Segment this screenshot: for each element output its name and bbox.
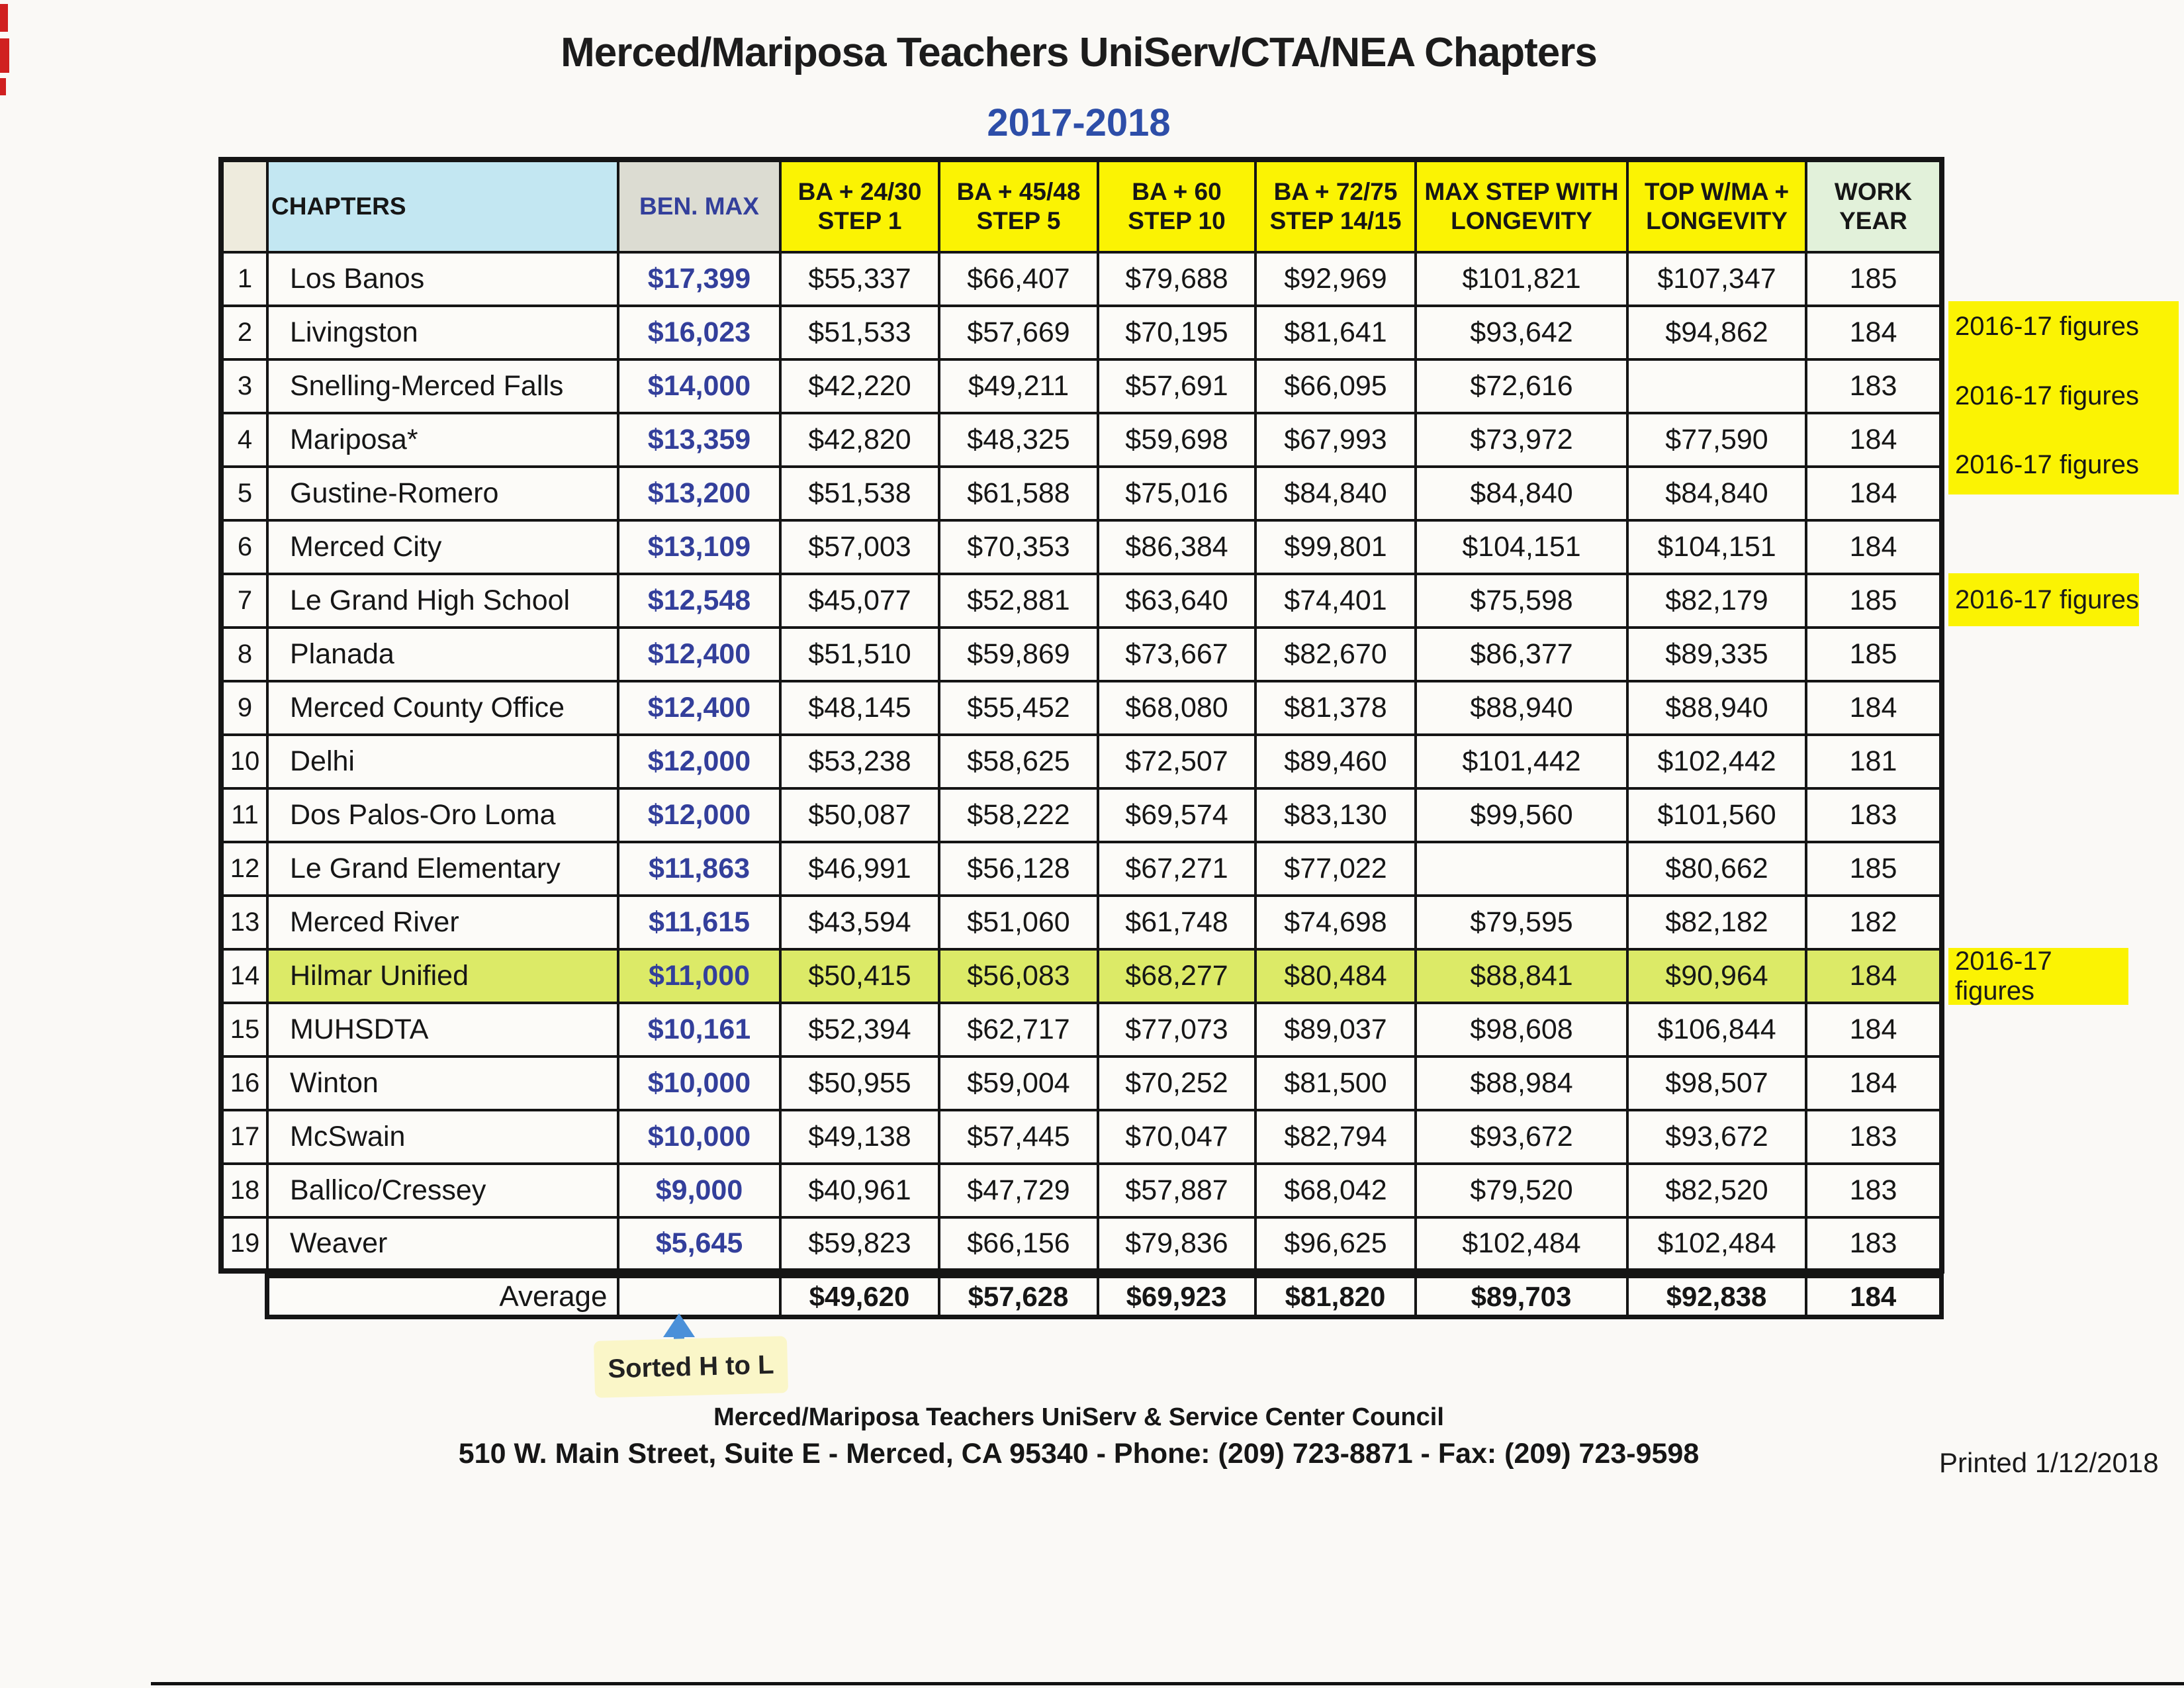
- step5-value: $57,445: [939, 1110, 1098, 1164]
- step1-value: $50,087: [780, 788, 939, 842]
- step14-value: $92,969: [1255, 252, 1416, 306]
- header-ben-max: BEN. MAX: [618, 160, 780, 252]
- row-number: 3: [221, 359, 267, 413]
- step10-value: $79,688: [1098, 252, 1255, 306]
- row-number: 5: [221, 467, 267, 520]
- chapter-name: Delhi: [267, 735, 618, 788]
- row-number: 16: [221, 1056, 267, 1110]
- step1-value: $43,594: [780, 896, 939, 949]
- step1-value: $49,138: [780, 1110, 939, 1164]
- header-ba72-step14: BA + 72/75 STEP 14/15: [1255, 160, 1416, 252]
- max-step-value: $79,520: [1416, 1164, 1627, 1217]
- ben-max-value: $10,161: [618, 1003, 780, 1056]
- max-step-value: $88,841: [1416, 949, 1627, 1003]
- step14-value: $83,130: [1255, 788, 1416, 842]
- ben-max-value: $12,548: [618, 574, 780, 628]
- average-step14: $81,820: [1255, 1276, 1416, 1317]
- average-label: Average: [267, 1276, 618, 1317]
- note-text: 2016-17 figures: [1955, 450, 2139, 479]
- scan-artifact-red-mark: [0, 38, 9, 73]
- max-step-value: $72,616: [1416, 359, 1627, 413]
- step14-value: $81,500: [1255, 1056, 1416, 1110]
- chapter-name: Mariposa*: [267, 413, 618, 467]
- step10-value: $73,667: [1098, 628, 1255, 681]
- ben-max-value: $12,000: [618, 735, 780, 788]
- step14-value: $81,641: [1255, 306, 1416, 359]
- step5-value: $66,156: [939, 1217, 1098, 1271]
- note-2016-17-row-14: 2016-17 figures: [1948, 948, 2128, 1005]
- chapter-name: Hilmar Unified: [267, 949, 618, 1003]
- ben-max-value: $11,000: [618, 949, 780, 1003]
- note-text: 2016-17 figures: [1955, 312, 2139, 341]
- step14-value: $81,378: [1255, 681, 1416, 735]
- step14-value: $74,698: [1255, 896, 1416, 949]
- sorted-note: Sorted H to L: [594, 1336, 788, 1398]
- step1-value: $40,961: [780, 1164, 939, 1217]
- row-number: 9: [221, 681, 267, 735]
- step14-value: $82,670: [1255, 628, 1416, 681]
- top-wma-value: $90,964: [1627, 949, 1806, 1003]
- footer-organization: Merced/Mariposa Teachers UniServ & Service Center Council: [713, 1403, 1444, 1431]
- table-row: [221, 896, 1942, 949]
- table-row: [221, 735, 1942, 788]
- table-row: [221, 842, 1942, 896]
- step5-value: $56,083: [939, 949, 1098, 1003]
- row-number: 7: [221, 574, 267, 628]
- row-number: 1: [221, 252, 267, 306]
- step14-value: $99,801: [1255, 520, 1416, 574]
- chapter-name: Ballico/Cressey: [267, 1164, 618, 1217]
- work-year-value: 183: [1806, 788, 1942, 842]
- max-step-value: $101,442: [1416, 735, 1627, 788]
- step10-value: $70,252: [1098, 1056, 1255, 1110]
- step5-value: $59,869: [939, 628, 1098, 681]
- average-ben-max: [618, 1276, 780, 1317]
- ben-max-value: $11,863: [618, 842, 780, 896]
- step14-value: $82,794: [1255, 1110, 1416, 1164]
- top-wma-value: $80,662: [1627, 842, 1806, 896]
- note-text: 2016-17 figures: [1955, 381, 2139, 410]
- top-wma-value: [1627, 359, 1806, 413]
- chapter-name: Dos Palos-Oro Loma: [267, 788, 618, 842]
- step10-value: $68,080: [1098, 681, 1255, 735]
- average-row-table: [265, 1274, 1944, 1319]
- step5-value: $58,625: [939, 735, 1098, 788]
- top-wma-value: $84,840: [1627, 467, 1806, 520]
- table-row: [221, 520, 1942, 574]
- max-step-value: $88,940: [1416, 681, 1627, 735]
- step14-value: $96,625: [1255, 1217, 1416, 1271]
- work-year-value: 184: [1806, 681, 1942, 735]
- table-row: [221, 1217, 1942, 1271]
- work-year-value: 185: [1806, 628, 1942, 681]
- step5-value: $62,717: [939, 1003, 1098, 1056]
- max-step-value: $75,598: [1416, 574, 1627, 628]
- step10-value: $61,748: [1098, 896, 1255, 949]
- top-wma-value: $102,442: [1627, 735, 1806, 788]
- max-step-value: $88,984: [1416, 1056, 1627, 1110]
- max-step-value: $98,608: [1416, 1003, 1627, 1056]
- max-step-value: $73,972: [1416, 413, 1627, 467]
- chapter-name: Gustine-Romero: [267, 467, 618, 520]
- step1-value: $50,415: [780, 949, 939, 1003]
- top-wma-value: $98,507: [1627, 1056, 1806, 1110]
- chapter-name: Merced County Office: [267, 681, 618, 735]
- step10-value: $70,195: [1098, 306, 1255, 359]
- top-wma-value: $104,151: [1627, 520, 1806, 574]
- work-year-value: 183: [1806, 1217, 1942, 1271]
- table-row: [221, 788, 1942, 842]
- max-step-value: $101,821: [1416, 252, 1627, 306]
- table-row: [221, 949, 1942, 1003]
- table-row: [221, 1056, 1942, 1110]
- chapter-name: Planada: [267, 628, 618, 681]
- chapter-name: Le Grand High School: [267, 574, 618, 628]
- salary-table: [218, 157, 1944, 1274]
- step14-value: $74,401: [1255, 574, 1416, 628]
- top-wma-value: $94,862: [1627, 306, 1806, 359]
- max-step-value: $93,642: [1416, 306, 1627, 359]
- work-year-value: 184: [1806, 1056, 1942, 1110]
- step14-value: $89,037: [1255, 1003, 1416, 1056]
- average-step1: $49,620: [780, 1276, 939, 1317]
- average-row: [267, 1276, 1942, 1317]
- step1-value: $45,077: [780, 574, 939, 628]
- header-row: [221, 160, 1942, 252]
- chapter-name: MUHSDTA: [267, 1003, 618, 1056]
- ben-max-value: $13,359: [618, 413, 780, 467]
- ben-max-value: $14,000: [618, 359, 780, 413]
- top-wma-value: $77,590: [1627, 413, 1806, 467]
- page-title: Merced/Mariposa Teachers UniServ/CTA/NEA Chapters: [561, 30, 1597, 75]
- ben-max-value: $12,400: [618, 628, 780, 681]
- note-2016-17-row-7: 2016-17 figures: [1948, 573, 2139, 626]
- top-wma-value: $89,335: [1627, 628, 1806, 681]
- work-year-value: 184: [1806, 520, 1942, 574]
- top-wma-value: $102,484: [1627, 1217, 1806, 1271]
- note-2016-17-rows-2-4: [1948, 301, 2179, 494]
- step10-value: $63,640: [1098, 574, 1255, 628]
- step10-value: $70,047: [1098, 1110, 1255, 1164]
- step1-value: $51,538: [780, 467, 939, 520]
- step14-value: $89,460: [1255, 735, 1416, 788]
- chapter-name: Snelling-Merced Falls: [267, 359, 618, 413]
- table-row: [221, 681, 1942, 735]
- average-top-wma: $92,838: [1627, 1276, 1806, 1317]
- step5-value: $51,060: [939, 896, 1098, 949]
- max-step-value: $79,595: [1416, 896, 1627, 949]
- work-year-value: 183: [1806, 359, 1942, 413]
- table-row: [221, 359, 1942, 413]
- table-row: [221, 1164, 1942, 1217]
- table-row: [221, 467, 1942, 520]
- header-row-number: [221, 160, 267, 252]
- table-row: [221, 574, 1942, 628]
- chapter-name: Los Banos: [267, 252, 618, 306]
- row-number: 10: [221, 735, 267, 788]
- work-year-value: 184: [1806, 1003, 1942, 1056]
- ben-max-value: $9,000: [618, 1164, 780, 1217]
- work-year-value: 183: [1806, 1110, 1942, 1164]
- row-number: 2: [221, 306, 267, 359]
- table-row: [221, 252, 1942, 306]
- ben-max-value: $12,000: [618, 788, 780, 842]
- table-row: [221, 1003, 1942, 1056]
- step5-value: $52,881: [939, 574, 1098, 628]
- step10-value: $86,384: [1098, 520, 1255, 574]
- step5-value: $56,128: [939, 842, 1098, 896]
- scan-artifact-red-mark: [0, 4, 8, 32]
- step10-value: $59,698: [1098, 413, 1255, 467]
- top-wma-value: $82,179: [1627, 574, 1806, 628]
- table-row: [221, 413, 1942, 467]
- step10-value: $79,836: [1098, 1217, 1255, 1271]
- work-year-value: 181: [1806, 735, 1942, 788]
- step1-value: $42,820: [780, 413, 939, 467]
- step1-value: $55,337: [780, 252, 939, 306]
- top-wma-value: $101,560: [1627, 788, 1806, 842]
- row-number: 6: [221, 520, 267, 574]
- work-year-value: 183: [1806, 1164, 1942, 1217]
- ben-max-value: $16,023: [618, 306, 780, 359]
- step1-value: $48,145: [780, 681, 939, 735]
- step1-value: $46,991: [780, 842, 939, 896]
- step1-value: $51,533: [780, 306, 939, 359]
- header-top-wma-longevity: TOP W/MA + LONGEVITY: [1627, 160, 1806, 252]
- row-number: 15: [221, 1003, 267, 1056]
- work-year-value: 182: [1806, 896, 1942, 949]
- row-number: 13: [221, 896, 267, 949]
- salary-table-wrap: [218, 157, 1952, 1319]
- ben-max-value: $11,615: [618, 896, 780, 949]
- step5-value: $58,222: [939, 788, 1098, 842]
- step14-value: $67,993: [1255, 413, 1416, 467]
- header-ba60-step10: BA + 60 STEP 10: [1098, 160, 1255, 252]
- max-step-value: $99,560: [1416, 788, 1627, 842]
- chapter-name: Winton: [267, 1056, 618, 1110]
- max-step-value: $86,377: [1416, 628, 1627, 681]
- work-year-value: 184: [1806, 413, 1942, 467]
- step10-value: $72,507: [1098, 735, 1255, 788]
- step1-value: $42,220: [780, 359, 939, 413]
- scan-artifact-red-mark: [0, 78, 6, 95]
- step1-value: $59,823: [780, 1217, 939, 1271]
- work-year-value: 184: [1806, 306, 1942, 359]
- step5-value: $61,588: [939, 467, 1098, 520]
- step10-value: $77,073: [1098, 1003, 1255, 1056]
- row-number: 19: [221, 1217, 267, 1271]
- step10-value: $69,574: [1098, 788, 1255, 842]
- top-wma-value: $106,844: [1627, 1003, 1806, 1056]
- header-work-year: WORK YEAR: [1806, 160, 1942, 252]
- top-wma-value: $107,347: [1627, 252, 1806, 306]
- chapter-name: Merced City: [267, 520, 618, 574]
- ben-max-value: $10,000: [618, 1056, 780, 1110]
- step1-value: $51,510: [780, 628, 939, 681]
- step1-value: $50,955: [780, 1056, 939, 1110]
- average-max-step: $89,703: [1416, 1276, 1627, 1317]
- chapter-name: Weaver: [267, 1217, 618, 1271]
- row-number: 17: [221, 1110, 267, 1164]
- ben-max-value: $12,400: [618, 681, 780, 735]
- work-year-value: 184: [1806, 467, 1942, 520]
- step1-value: $52,394: [780, 1003, 939, 1056]
- step1-value: $57,003: [780, 520, 939, 574]
- chapter-name: McSwain: [267, 1110, 618, 1164]
- top-wma-value: $88,940: [1627, 681, 1806, 735]
- step10-value: $68,277: [1098, 949, 1255, 1003]
- step5-value: $55,452: [939, 681, 1098, 735]
- step5-value: $66,407: [939, 252, 1098, 306]
- ben-max-value: $10,000: [618, 1110, 780, 1164]
- footer-address: 510 W. Main Street, Suite E - Merced, CA 95340 - Phone: (209) 723-8871 - Fax: (209) 723-9598: [458, 1438, 1700, 1470]
- work-year-value: 185: [1806, 574, 1942, 628]
- step5-value: $57,669: [939, 306, 1098, 359]
- top-wma-value: $82,520: [1627, 1164, 1806, 1217]
- step10-value: $67,271: [1098, 842, 1255, 896]
- header-chapters: CHAPTERS: [267, 160, 618, 252]
- school-year-subtitle: 2017-2018: [987, 101, 1171, 144]
- table-row: [221, 306, 1942, 359]
- average-step5: $57,628: [939, 1276, 1098, 1317]
- scan-artifact-bottom-line: [151, 1682, 2184, 1685]
- step5-value: $70,353: [939, 520, 1098, 574]
- step5-value: $49,211: [939, 359, 1098, 413]
- work-year-value: 184: [1806, 949, 1942, 1003]
- work-year-value: 185: [1806, 252, 1942, 306]
- step14-value: $66,095: [1255, 359, 1416, 413]
- chapter-name: Merced River: [267, 896, 618, 949]
- step1-value: $53,238: [780, 735, 939, 788]
- max-step-value: [1416, 842, 1627, 896]
- table-row: [221, 1110, 1942, 1164]
- max-step-value: $84,840: [1416, 467, 1627, 520]
- row-number: 12: [221, 842, 267, 896]
- step5-value: $47,729: [939, 1164, 1098, 1217]
- max-step-value: $104,151: [1416, 520, 1627, 574]
- step5-value: $48,325: [939, 413, 1098, 467]
- ben-max-value: $13,200: [618, 467, 780, 520]
- row-number: 18: [221, 1164, 267, 1217]
- ben-max-value: $5,645: [618, 1217, 780, 1271]
- average-work-year: 184: [1806, 1276, 1942, 1317]
- row-number: 14: [221, 949, 267, 1003]
- row-number: 4: [221, 413, 267, 467]
- step14-value: $84,840: [1255, 467, 1416, 520]
- average-step10: $69,923: [1098, 1276, 1255, 1317]
- header-ba24-step1: BA + 24/30 STEP 1: [780, 160, 939, 252]
- step5-value: $59,004: [939, 1056, 1098, 1110]
- max-step-value: $102,484: [1416, 1217, 1627, 1271]
- table-row: [221, 628, 1942, 681]
- step10-value: $75,016: [1098, 467, 1255, 520]
- header-max-step-longevity: MAX STEP WITH LONGEVITY: [1416, 160, 1627, 252]
- chapter-name: Livingston: [267, 306, 618, 359]
- row-number: 11: [221, 788, 267, 842]
- header-ba45-step5: BA + 45/48 STEP 5: [939, 160, 1098, 252]
- step10-value: $57,887: [1098, 1164, 1255, 1217]
- step10-value: $57,691: [1098, 359, 1255, 413]
- work-year-value: 185: [1806, 842, 1942, 896]
- max-step-value: $93,672: [1416, 1110, 1627, 1164]
- chapter-name: Le Grand Elementary: [267, 842, 618, 896]
- top-wma-value: $82,182: [1627, 896, 1806, 949]
- step14-value: $77,022: [1255, 842, 1416, 896]
- printed-date: Printed 1/12/2018: [1939, 1447, 2159, 1478]
- row-number: 8: [221, 628, 267, 681]
- ben-max-value: $13,109: [618, 520, 780, 574]
- step14-value: $68,042: [1255, 1164, 1416, 1217]
- ben-max-value: $17,399: [618, 252, 780, 306]
- step14-value: $80,484: [1255, 949, 1416, 1003]
- top-wma-value: $93,672: [1627, 1110, 1806, 1164]
